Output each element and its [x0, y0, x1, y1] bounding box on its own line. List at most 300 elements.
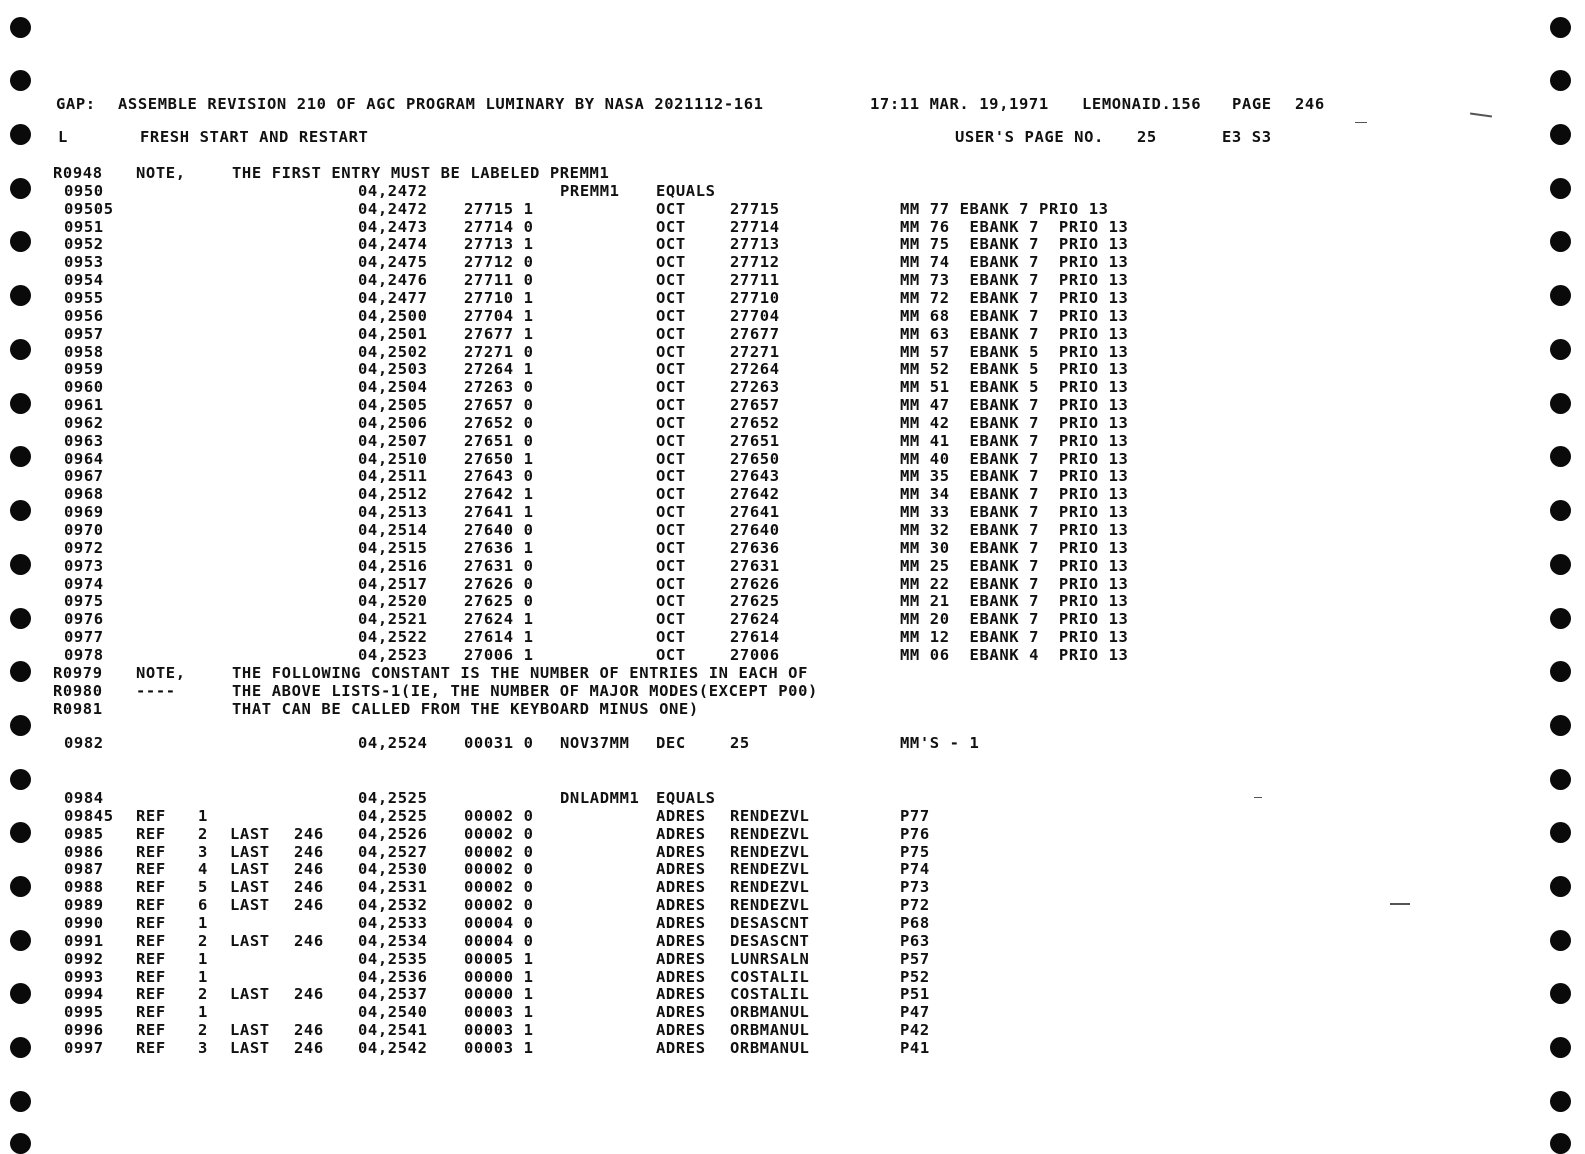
field-operand: COSTALIL	[730, 985, 810, 1004]
field-addr: 04,2536	[358, 967, 428, 986]
feed-hole	[10, 285, 31, 306]
line-number: 0986	[64, 842, 104, 861]
field-c1: REF	[136, 949, 166, 968]
field-word: 00005 1	[464, 949, 534, 968]
field-c2: 5	[198, 878, 208, 897]
field-comment: MM 51 EBANK 5 PRIO 13	[900, 378, 1129, 397]
line-number: 0973	[64, 556, 104, 575]
field-comment: P74	[900, 860, 930, 879]
assembly-title: ASSEMBLE REVISION 210 OF AGC PROGRAM LUMINARY BY NASA 2021112-161	[118, 95, 764, 113]
field-comment: MM 35 EBANK 7 PRIO 13	[900, 467, 1129, 486]
field-word: 27625 0	[464, 592, 534, 611]
line-number: 0996	[64, 1021, 104, 1040]
line-number: R0980	[53, 681, 103, 700]
field-comment: MM 68 EBANK 7 PRIO 13	[900, 306, 1129, 325]
line-number: R0981	[53, 699, 103, 718]
field-op: ADRES	[656, 1003, 706, 1022]
line-number: 0951	[64, 217, 104, 236]
field-c3: LAST	[230, 860, 270, 879]
field-addr: 04,2502	[358, 342, 428, 361]
field-addr: 04,2474	[358, 235, 428, 254]
field-op: ADRES	[656, 967, 706, 986]
field-word: 27631 0	[464, 556, 534, 575]
field-c4: 246	[294, 985, 324, 1004]
feed-hole	[1550, 554, 1571, 575]
field-word: 27710 1	[464, 288, 534, 307]
feed-hole	[10, 70, 31, 91]
field-op: OCT	[656, 342, 686, 361]
field-c1: REF	[136, 896, 166, 915]
field-comment: MM 72 EBANK 7 PRIO 13	[900, 288, 1129, 307]
field-remark: THE FIRST ENTRY MUST BE LABELED PREMM1	[232, 164, 610, 182]
field-remark: THAT CAN BE CALLED FROM THE KEYBOARD MINUS ONE)	[232, 699, 699, 718]
field-operand: 27271	[730, 342, 780, 361]
field-addr: 04,2472	[358, 199, 428, 218]
field-word: 27643 0	[464, 467, 534, 486]
field-word: 00004 0	[464, 913, 534, 932]
field-operand: 25	[730, 734, 750, 752]
field-word: 27651 0	[464, 431, 534, 450]
field-c2: 1	[198, 806, 208, 825]
field-c2: 6	[198, 896, 208, 915]
line-number: 0970	[64, 521, 104, 539]
feed-hole	[10, 17, 31, 38]
field-c2: 2	[198, 1021, 208, 1040]
field-c2: 1	[198, 1003, 208, 1022]
line-number: 0967	[64, 467, 104, 486]
feed-hole	[10, 661, 31, 682]
feed-hole	[1550, 930, 1571, 951]
line-number: R0979	[53, 663, 103, 682]
field-word: 27713 1	[464, 235, 534, 254]
field-operand: DESASCNT	[730, 913, 810, 932]
field-op: OCT	[656, 324, 686, 343]
field-c4: 246	[294, 878, 324, 897]
field-addr: 04,2505	[358, 396, 428, 415]
line-number: 0974	[64, 574, 104, 593]
page-number: 246	[1295, 95, 1325, 113]
field-addr: 04,2541	[358, 1021, 428, 1040]
field-c4: 246	[294, 824, 324, 843]
field-word: 00031 0	[464, 734, 534, 752]
field-c4: 246	[294, 842, 324, 861]
line-number: 0987	[64, 860, 104, 879]
field-comment: P57	[900, 949, 930, 968]
field-c2: 1	[198, 967, 208, 986]
field-remark: THE ABOVE LISTS-1(IE, THE NUMBER OF MAJOR MODES(EXCEPT P00)	[232, 681, 818, 700]
field-c2: 2	[198, 985, 208, 1004]
line-number: 0957	[64, 324, 104, 343]
field-addr: 04,2506	[358, 413, 428, 432]
field-op: ADRES	[656, 985, 706, 1004]
field-operand: LUNRSALN	[730, 949, 810, 968]
page-codes: E3 S3	[1222, 128, 1272, 146]
field-c1: ----	[136, 681, 176, 700]
field-comment: P41	[900, 1038, 930, 1057]
field-operand: 27642	[730, 485, 780, 504]
feed-hole	[10, 876, 31, 897]
field-addr: 04,2535	[358, 949, 428, 968]
field-comment: MM 20 EBANK 7 PRIO 13	[900, 610, 1129, 629]
field-word: 27652 0	[464, 413, 534, 432]
field-comment: P63	[900, 931, 930, 950]
feed-hole	[10, 500, 31, 521]
field-addr: 04,2507	[358, 431, 428, 450]
field-c2: 1	[198, 949, 208, 968]
field-op: ADRES	[656, 842, 706, 861]
line-number: 0959	[64, 360, 104, 379]
field-word: 00000 1	[464, 985, 534, 1004]
line-number: 0955	[64, 288, 104, 307]
field-op: OCT	[656, 288, 686, 307]
field-comment: MM 40 EBANK 7 PRIO 13	[900, 449, 1129, 468]
field-op: OCT	[656, 431, 686, 450]
field-word: 27657 0	[464, 396, 534, 415]
line-number: 0969	[64, 503, 104, 522]
field-comment: MM 25 EBANK 7 PRIO 13	[900, 556, 1129, 575]
field-comment: MM 22 EBANK 7 PRIO 13	[900, 574, 1129, 593]
field-operand: 27704	[730, 306, 780, 325]
field-word: 27677 1	[464, 324, 534, 343]
field-op: OCT	[656, 271, 686, 290]
tractor-feed-holes-right	[1548, 0, 1574, 1145]
line-number: 09505	[64, 199, 114, 218]
field-word: 27640 0	[464, 521, 534, 539]
field-addr: 04,2477	[358, 288, 428, 307]
line-number: 0958	[64, 342, 104, 361]
field-c2: 4	[198, 860, 208, 879]
field-operand: ORBMANUL	[730, 1038, 810, 1057]
field-op: OCT	[656, 413, 686, 432]
field-comment: P75	[900, 842, 930, 861]
field-operand: 27614	[730, 628, 780, 647]
field-addr: 04,2542	[358, 1038, 428, 1057]
field-comment: MM 75 EBANK 7 PRIO 13	[900, 235, 1129, 254]
field-comment: MM 42 EBANK 7 PRIO 13	[900, 413, 1129, 432]
field-word: 27711 0	[464, 271, 534, 290]
field-comment: P72	[900, 896, 930, 915]
field-c2: 3	[198, 1038, 208, 1057]
field-comment: MM 47 EBANK 7 PRIO 13	[900, 396, 1129, 415]
field-word: 00002 0	[464, 806, 534, 825]
feed-hole	[1550, 1091, 1571, 1112]
field-addr: 04,2517	[358, 574, 428, 593]
field-comment: MM'S - 1	[900, 734, 980, 752]
field-operand: 27713	[730, 235, 780, 254]
field-c3: LAST	[230, 842, 270, 861]
line-number: 0993	[64, 967, 104, 986]
field-c1: REF	[136, 842, 166, 861]
field-c1: REF	[136, 1021, 166, 1040]
field-addr: 04,2514	[358, 521, 428, 539]
field-operand: 27715	[730, 199, 780, 218]
field-comment: P52	[900, 967, 930, 986]
field-addr: 04,2524	[358, 734, 428, 752]
field-addr: 04,2534	[358, 931, 428, 950]
feed-hole	[1550, 339, 1571, 360]
field-c3: LAST	[230, 1021, 270, 1040]
field-c2: 2	[198, 824, 208, 843]
field-operand: ORBMANUL	[730, 1003, 810, 1022]
field-comment: MM 34 EBANK 7 PRIO 13	[900, 485, 1129, 504]
field-addr: 04,2531	[358, 878, 428, 897]
field-label: DNLADMM1	[560, 789, 640, 807]
field-op: ADRES	[656, 824, 706, 843]
field-operand: 27264	[730, 360, 780, 379]
field-op: OCT	[656, 610, 686, 629]
field-addr: 04,2522	[358, 628, 428, 647]
feed-hole	[10, 608, 31, 629]
feed-hole	[1550, 285, 1571, 306]
listing-type: L	[58, 128, 68, 146]
line-number: 09845	[64, 806, 114, 825]
field-operand: 27711	[730, 271, 780, 290]
field-op: OCT	[656, 235, 686, 254]
line-number: 0989	[64, 896, 104, 915]
field-operand: DESASCNT	[730, 931, 810, 950]
field-label: PREMM1	[560, 181, 620, 200]
line-number: 0954	[64, 271, 104, 290]
field-c1: REF	[136, 824, 166, 843]
field-comment: MM 41 EBANK 7 PRIO 13	[900, 431, 1129, 450]
assembly-datetime: 17:11 MAR. 19,1971	[870, 95, 1049, 113]
field-word: 27704 1	[464, 306, 534, 325]
field-operand: 27710	[730, 288, 780, 307]
field-addr: 04,2516	[358, 556, 428, 575]
field-word: 00003 1	[464, 1003, 534, 1022]
field-operand: 27006	[730, 645, 780, 664]
paper-mark	[1254, 797, 1262, 798]
field-c1: REF	[136, 860, 166, 879]
field-operand: RENDEZVL	[730, 842, 810, 861]
feed-hole	[1550, 661, 1571, 682]
field-c1: REF	[136, 806, 166, 825]
assembly-file: LEMONAID.156	[1082, 95, 1202, 113]
field-operand: RENDEZVL	[730, 860, 810, 879]
field-comment: MM 21 EBANK 7 PRIO 13	[900, 592, 1129, 611]
field-addr: 04,2525	[358, 806, 428, 825]
field-op: OCT	[656, 396, 686, 415]
field-addr: 04,2510	[358, 449, 428, 468]
field-c3: LAST	[230, 1038, 270, 1057]
field-addr: 04,2472	[358, 181, 428, 200]
field-op: OCT	[656, 467, 686, 486]
field-addr: 04,2503	[358, 360, 428, 379]
field-addr: 04,2476	[358, 271, 428, 290]
field-comment: P68	[900, 913, 930, 932]
field-c3: LAST	[230, 985, 270, 1004]
line-number: 0994	[64, 985, 104, 1004]
line-number: 0991	[64, 931, 104, 950]
field-c1: REF	[136, 1038, 166, 1057]
feed-hole	[10, 715, 31, 736]
field-word: 27626 0	[464, 574, 534, 593]
field-word: 00003 1	[464, 1038, 534, 1057]
feed-hole	[10, 930, 31, 951]
field-word: 00000 1	[464, 967, 534, 986]
field-addr: 04,2513	[358, 503, 428, 522]
field-word: 27642 1	[464, 485, 534, 504]
field-word: 00002 0	[464, 824, 534, 843]
field-op: ADRES	[656, 896, 706, 915]
field-op: EQUALS	[656, 789, 716, 807]
field-op: OCT	[656, 521, 686, 539]
feed-hole	[10, 769, 31, 790]
field-comment: MM 73 EBANK 7 PRIO 13	[900, 271, 1129, 290]
field-comment: MM 57 EBANK 5 PRIO 13	[900, 342, 1129, 361]
field-operand: 27625	[730, 592, 780, 611]
field-word: 00003 1	[464, 1021, 534, 1040]
feed-hole	[10, 1037, 31, 1058]
line-number: 0960	[64, 378, 104, 397]
feed-hole	[1550, 876, 1571, 897]
line-number: 0985	[64, 824, 104, 843]
field-c1: REF	[136, 967, 166, 986]
field-addr: 04,2511	[358, 467, 428, 486]
feed-hole	[1550, 715, 1571, 736]
field-addr: 04,2475	[358, 253, 428, 272]
field-op: ADRES	[656, 931, 706, 950]
field-op: OCT	[656, 556, 686, 575]
field-op: OCT	[656, 378, 686, 397]
field-c4: 246	[294, 931, 324, 950]
feed-hole	[1550, 231, 1571, 252]
line-number: 0984	[64, 789, 104, 807]
field-comment: MM 63 EBANK 7 PRIO 13	[900, 324, 1129, 343]
field-comment: P77	[900, 806, 930, 825]
field-addr: 04,2473	[358, 217, 428, 236]
feed-hole	[1550, 17, 1571, 38]
line-number: 0997	[64, 1038, 104, 1057]
field-op: ADRES	[656, 949, 706, 968]
feed-hole	[1550, 446, 1571, 467]
field-addr: 04,2521	[358, 610, 428, 629]
feed-hole	[10, 1133, 31, 1154]
page-label: PAGE	[1232, 95, 1272, 113]
line-number: 0968	[64, 485, 104, 504]
field-word: 27624 1	[464, 610, 534, 629]
field-word: 00002 0	[464, 896, 534, 915]
line-number: 0995	[64, 1003, 104, 1022]
field-addr: 04,2525	[358, 789, 428, 807]
field-addr: 04,2530	[358, 860, 428, 879]
field-operand: 27712	[730, 253, 780, 272]
field-op: OCT	[656, 199, 686, 218]
feed-hole	[10, 446, 31, 467]
feed-hole	[10, 339, 31, 360]
field-op: ADRES	[656, 878, 706, 897]
field-operand: 27714	[730, 217, 780, 236]
field-operand: 27624	[730, 610, 780, 629]
field-word: 00002 0	[464, 860, 534, 879]
field-operand: RENDEZVL	[730, 896, 810, 915]
field-addr: 04,2515	[358, 538, 428, 557]
line-number: 0977	[64, 628, 104, 647]
feed-hole	[10, 1091, 31, 1112]
field-label: NOV37MM	[560, 734, 630, 752]
field-word: 27714 0	[464, 217, 534, 236]
field-remark: THE FOLLOWING CONSTANT IS THE NUMBER OF ENTRIES IN EACH OF	[232, 663, 809, 682]
feed-hole	[1550, 178, 1571, 199]
field-operand: 27651	[730, 431, 780, 450]
feed-hole	[1550, 1037, 1571, 1058]
field-operand: 27631	[730, 556, 780, 575]
line-number: 0988	[64, 878, 104, 897]
field-word: 27264 1	[464, 360, 534, 379]
field-c1: NOTE,	[136, 164, 186, 182]
line-number: 0975	[64, 592, 104, 611]
field-operand: 27643	[730, 467, 780, 486]
line-number: 0992	[64, 949, 104, 968]
field-op: OCT	[656, 360, 686, 379]
field-word: 00002 0	[464, 878, 534, 897]
field-operand: RENDEZVL	[730, 878, 810, 897]
field-op: OCT	[656, 592, 686, 611]
feed-hole	[1550, 393, 1571, 414]
feed-hole	[1550, 1133, 1571, 1154]
feed-hole	[10, 393, 31, 414]
field-c4: 246	[294, 1021, 324, 1040]
field-op: OCT	[656, 503, 686, 522]
paper-mark	[1355, 122, 1367, 123]
field-addr: 04,2520	[358, 592, 428, 611]
field-op: DEC	[656, 734, 686, 752]
line-number: 0972	[64, 538, 104, 557]
field-addr: 04,2504	[358, 378, 428, 397]
paper-mark	[1390, 903, 1410, 905]
line-number: 0961	[64, 396, 104, 415]
field-operand: RENDEZVL	[730, 824, 810, 843]
line-number: 0953	[64, 253, 104, 272]
line-number: 0976	[64, 610, 104, 629]
line-number: 0964	[64, 449, 104, 468]
field-c2: 2	[198, 931, 208, 950]
field-c3: LAST	[230, 878, 270, 897]
field-op: ADRES	[656, 1021, 706, 1040]
field-c1: REF	[136, 985, 166, 1004]
field-c3: LAST	[230, 896, 270, 915]
field-word: 27636 1	[464, 538, 534, 557]
field-operand: COSTALIL	[730, 967, 810, 986]
field-addr: 04,2533	[358, 913, 428, 932]
field-op: OCT	[656, 253, 686, 272]
field-operand: 27640	[730, 521, 780, 539]
field-op: OCT	[656, 628, 686, 647]
users-page-label: USER'S PAGE NO.	[955, 128, 1104, 146]
field-word: 27006 1	[464, 645, 534, 664]
field-comment: P76	[900, 824, 930, 843]
field-op: OCT	[656, 574, 686, 593]
field-c1: REF	[136, 878, 166, 897]
field-operand: 27263	[730, 378, 780, 397]
field-op: OCT	[656, 306, 686, 325]
field-comment: MM 74 EBANK 7 PRIO 13	[900, 253, 1129, 272]
field-addr: 04,2527	[358, 842, 428, 861]
field-op: OCT	[656, 217, 686, 236]
field-operand: ORBMANUL	[730, 1021, 810, 1040]
line-number: 0990	[64, 913, 104, 932]
field-operand: 27626	[730, 574, 780, 593]
field-addr: 04,2526	[358, 824, 428, 843]
field-comment: MM 77 EBANK 7 PRIO 13	[900, 199, 1109, 218]
feed-hole	[10, 983, 31, 1004]
field-c4: 246	[294, 1038, 324, 1057]
field-comment: MM 06 EBANK 4 PRIO 13	[900, 645, 1129, 664]
feed-hole	[1550, 608, 1571, 629]
field-comment: MM 52 EBANK 5 PRIO 13	[900, 360, 1129, 379]
field-comment: P51	[900, 985, 930, 1004]
field-operand: 27677	[730, 324, 780, 343]
